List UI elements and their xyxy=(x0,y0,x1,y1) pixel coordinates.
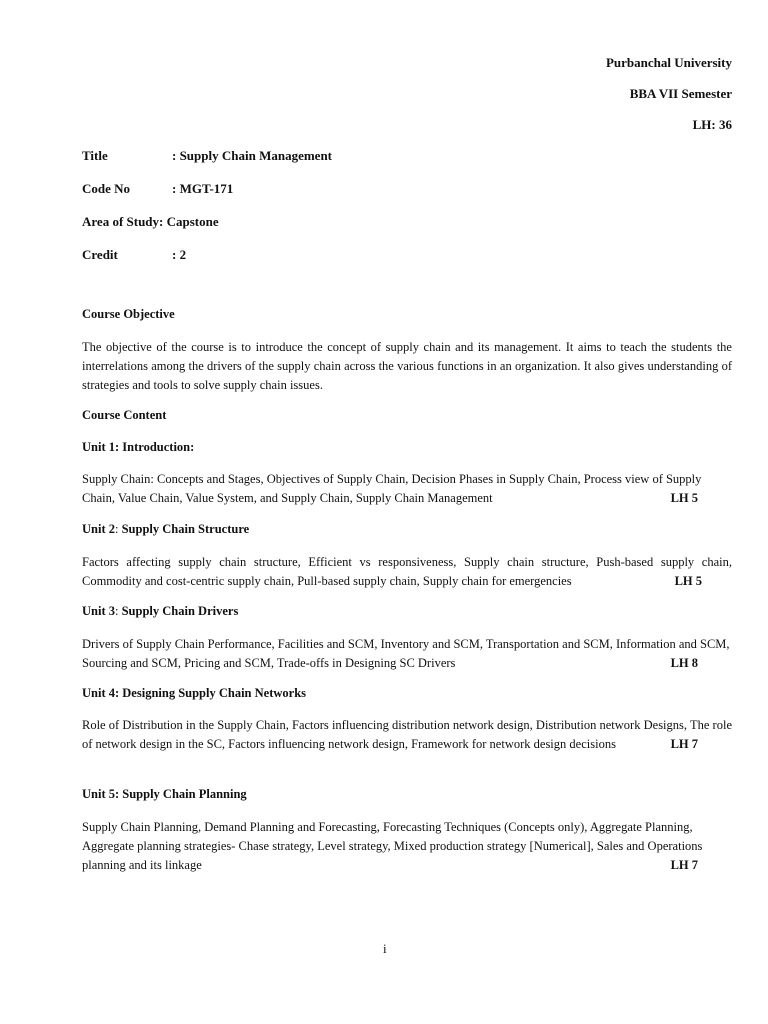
unit-5-content xyxy=(82,818,732,875)
unit-3-number: Unit 3 xyxy=(82,604,115,618)
unit-4-content xyxy=(82,716,732,754)
unit-3-content xyxy=(82,635,732,673)
unit-5-hours: LH 7 xyxy=(670,858,698,872)
unit-3-heading xyxy=(82,604,238,619)
code-key: Code No xyxy=(82,181,131,196)
credit-key: Credit xyxy=(82,247,118,262)
unit-4-heading: Unit 4: Designing Supply Chain Networks xyxy=(82,686,307,700)
unit-2-title: Supply Chain Structure xyxy=(118,522,250,536)
area-of-study-row xyxy=(82,214,219,230)
unit-1-content xyxy=(82,470,732,508)
credit-row xyxy=(82,247,186,263)
title-key: Title xyxy=(82,148,108,163)
course-objective-text: The objective of the course is to introduce the concept of supply chain and its management. It aims to teach the students the interrelations among the drivers of the supply chain across the various functions in an organization. It also gives understanding of strategies and tools to solve supply chain issues. xyxy=(82,340,732,392)
unit-3-colon: : xyxy=(115,604,119,618)
unit-4-hours: LH 7 xyxy=(670,737,698,751)
unit-3-title: Supply Chain Drivers xyxy=(118,604,239,618)
area-key: Area of Study: xyxy=(82,214,164,229)
document-page xyxy=(82,0,732,1024)
unit-1-hours: LH 5 xyxy=(670,491,698,505)
code-value: : MGT-171 xyxy=(172,181,234,196)
unit-3-text: Drivers of Supply Chain Performance, Facilities and SCM, Inventory and SCM, Transportation and SCM, Information and SCM, Sourcing and SCM, Pricing and SCM, Trade-offs in Designing SC Drivers xyxy=(82,637,730,670)
credit-value: : 2 xyxy=(172,247,187,262)
course-code-row xyxy=(82,181,233,197)
page-number: i xyxy=(383,941,387,956)
unit-1-text: Supply Chain: Concepts and Stages, Objectives of Supply Chain, Decision Phases in Supply Chain, Process view of Supply Chain, Value Chain, Value System, and Supply Chain, Supply Chain Management xyxy=(82,472,702,505)
area-value: Capstone xyxy=(163,214,219,229)
unit-2-colon-title: : xyxy=(115,522,119,536)
unit-3-hours: LH 8 xyxy=(670,656,698,670)
title-value: : Supply Chain Management xyxy=(172,148,332,163)
unit-2-text: Factors affecting supply chain structure, Efficient vs responsiveness, Supply chain structure, Push-based supply chain, Commodity and cost-centric supply chain, Pull-based supply chain, Supply chain for emergencies xyxy=(82,555,732,588)
unit-1-heading: Unit 1: Introduction: xyxy=(82,440,195,454)
course-content-heading: Course Content xyxy=(82,408,167,422)
unit-2-content xyxy=(82,553,732,591)
unit-4-text: Role of Distribution in the Supply Chain, Factors influencing distribution network design, Distribution network Designs, The role of network design in the SC, Factors influencing network design, Framework for network design decisions xyxy=(82,718,732,751)
university-name: Purbanchal University xyxy=(605,55,732,70)
course-objective-heading: Course Objective xyxy=(82,307,175,321)
lecture-hours-total: LH: 36 xyxy=(692,117,732,132)
semester-label: BBA VII Semester xyxy=(629,86,732,101)
unit-5-heading: Unit 5: Supply Chain Planning xyxy=(82,787,247,801)
unit-2-number: Unit 2 xyxy=(82,522,115,536)
unit-2-heading xyxy=(82,522,249,537)
unit-2-hours: LH 5 xyxy=(674,574,702,588)
course-title-row xyxy=(82,148,332,164)
unit-5-text: Supply Chain Planning, Demand Planning and Forecasting, Forecasting Techniques (Concepts only), Aggregate Planning, Aggregate planning strategies- Chase strategy, Level strategy, Mixed production strategy [Numerical], Sales and Operations planning and its linkage xyxy=(82,820,703,872)
